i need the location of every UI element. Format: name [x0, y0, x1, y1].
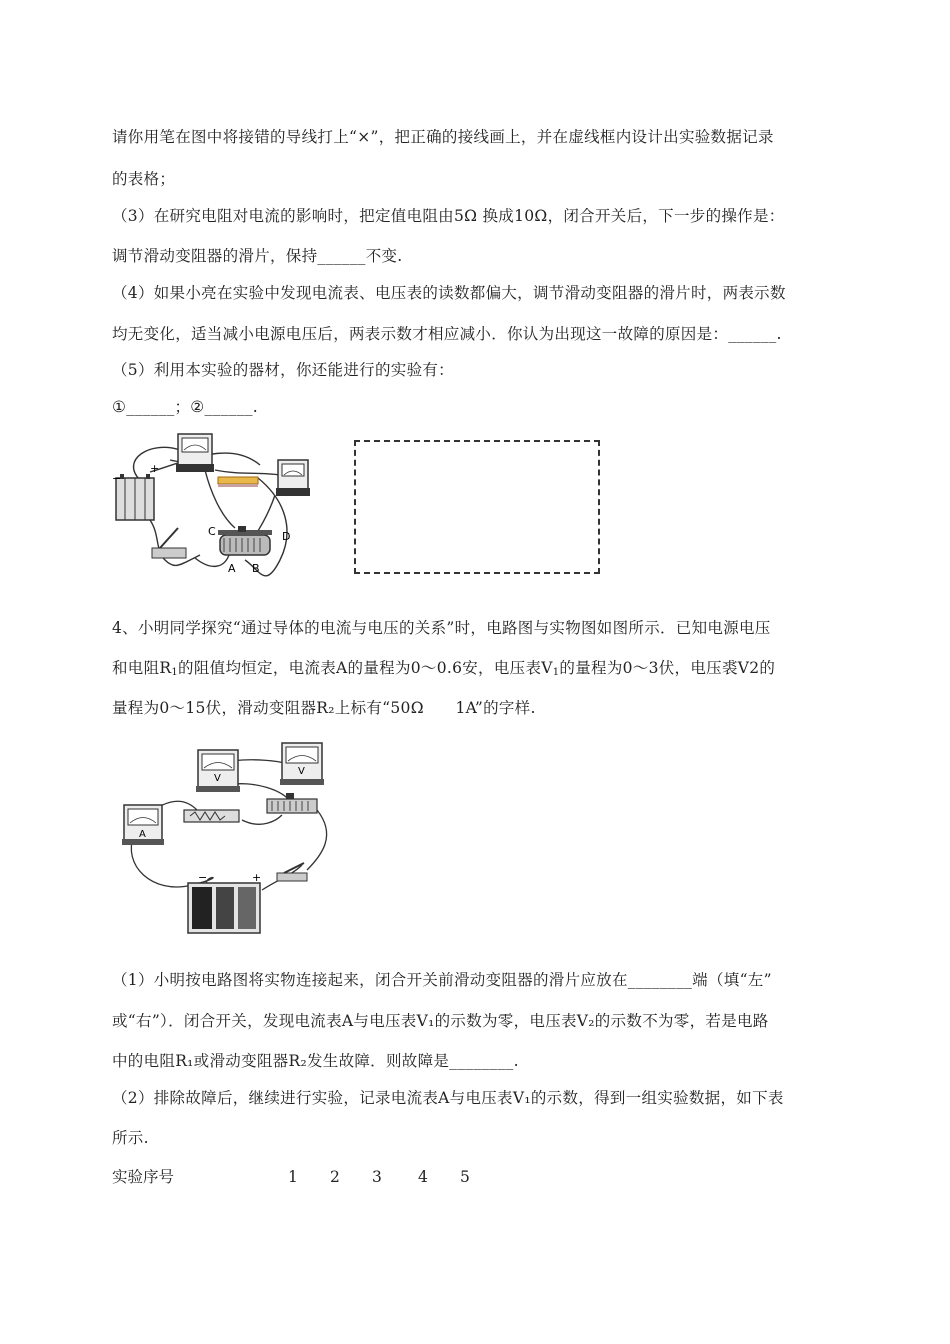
- table-header-seq: 实验序号: [112, 1168, 175, 1186]
- data-table-dashed-box: [354, 440, 600, 574]
- rheostat-label-c: C: [208, 525, 216, 538]
- q3-sub5-line1: （5）利用本实验的器材，你还能进行的实验有：: [112, 361, 454, 379]
- q4-line3: 量程为0～15伏，滑动变阻器R₂上标有“50Ω 1A”的字样.: [112, 699, 536, 717]
- circuit-figure-2: [112, 735, 342, 945]
- table-seq-num-5: 5: [460, 1168, 470, 1186]
- rheostat-r2: [267, 793, 317, 813]
- q3-sub4-line1: （4）如果小亮在实验中发现电流表、电压表的读数都偏大，调节滑动变阻器的滑片时，两表示数: [112, 284, 786, 302]
- battery-plus-label: +: [150, 462, 160, 475]
- rheostat-label-a: A: [228, 562, 236, 575]
- fixed-resistor: [218, 477, 258, 487]
- voltmeter-top: [176, 434, 214, 472]
- table-seq-num-3: 3: [372, 1168, 382, 1186]
- q4-line1: 4、小明同学探究“通过导体的电流与电压的关系”时，电路图与实物图如图所示．已知电源电压: [112, 619, 771, 637]
- q4-sub2-line2: 所示.: [112, 1129, 149, 1147]
- ammeter-label: A: [139, 829, 146, 840]
- q4-sub1-line2: 或“右”）．闭合开关，发现电流表A与电压表V₁的示数为零，电压表V₂的示数不为零，若是电路: [112, 1012, 769, 1030]
- rheostat-label-b: B: [252, 562, 260, 575]
- battery-pack-2: [188, 883, 260, 933]
- battery-minus-label: −: [112, 472, 122, 485]
- q3-sub3-line1: （3）在研究电阻对电流的影响时，把定值电阻由5Ω 换成10Ω，闭合开关后，下一步的操作是：: [112, 207, 785, 225]
- table-seq-num-4: 4: [418, 1168, 428, 1186]
- q3-instruction-line1: 请你用笔在图中将接错的导线打上“×”，把正确的接线画上，并在虚线框内设计出实验数据记录: [112, 128, 774, 146]
- rheostat: [218, 526, 272, 555]
- voltmeter-v1-label: V: [214, 773, 221, 784]
- table-seq-num-2: 2: [330, 1168, 340, 1186]
- battery-pack: [116, 474, 154, 520]
- voltmeter-v2: [280, 743, 324, 785]
- table-seq-num-1: 1: [288, 1168, 298, 1186]
- q4-line2: 和电阻$R_1$的阻值均恒定，电流表A的量程为0～0.6安，电压表$V_1$的量程为0～3伏，电压裘V2的: [112, 659, 776, 678]
- rheostat-label-d: D: [282, 530, 291, 543]
- q4-line2-part-b: 的阻值均恒定，电流表A的量程为0～0.6安，电压表V: [178, 659, 553, 677]
- q3-sub5-line2: ①______；②______.: [112, 398, 259, 416]
- resistor-r1: [184, 810, 239, 822]
- voltmeter-v2-label: V: [298, 766, 305, 777]
- q4-sub2-line1: （2）排除故障后，继续进行实验，记录电流表A与电压表V₁的示数，得到一组实验数据，如下表: [112, 1089, 784, 1107]
- q4-sub1-line1: （1）小明按电路图将实物连接起来，闭合开关前滑动变阻器的滑片应放在________端（填“左”: [112, 971, 772, 989]
- battery2-plus-label: +: [252, 871, 262, 884]
- q3-instruction-line2: 的表格；: [112, 170, 176, 188]
- voltmeter-right: [276, 460, 310, 496]
- q4-line2-part-a: 和电阻R: [112, 659, 172, 677]
- q3-sub3-line2: 调节滑动变阻器的滑片，保持______不变.: [112, 247, 403, 265]
- battery2-minus-label: −: [198, 871, 208, 884]
- q4-sub1-line3: 中的电阻R₁或滑动变阻器R₂发生故障．则故障是________.: [112, 1052, 519, 1070]
- circuit-figure-1: [110, 420, 325, 580]
- q3-sub4-line2: 均无变化，适当减小电源电压后，两表示数才相应减小．你认为出现这一故障的原因是：______.: [112, 325, 782, 343]
- voltmeter-v1: [196, 750, 240, 792]
- q4-line2-part-c: 的量程为0～3伏，电压裘V2的: [559, 659, 776, 677]
